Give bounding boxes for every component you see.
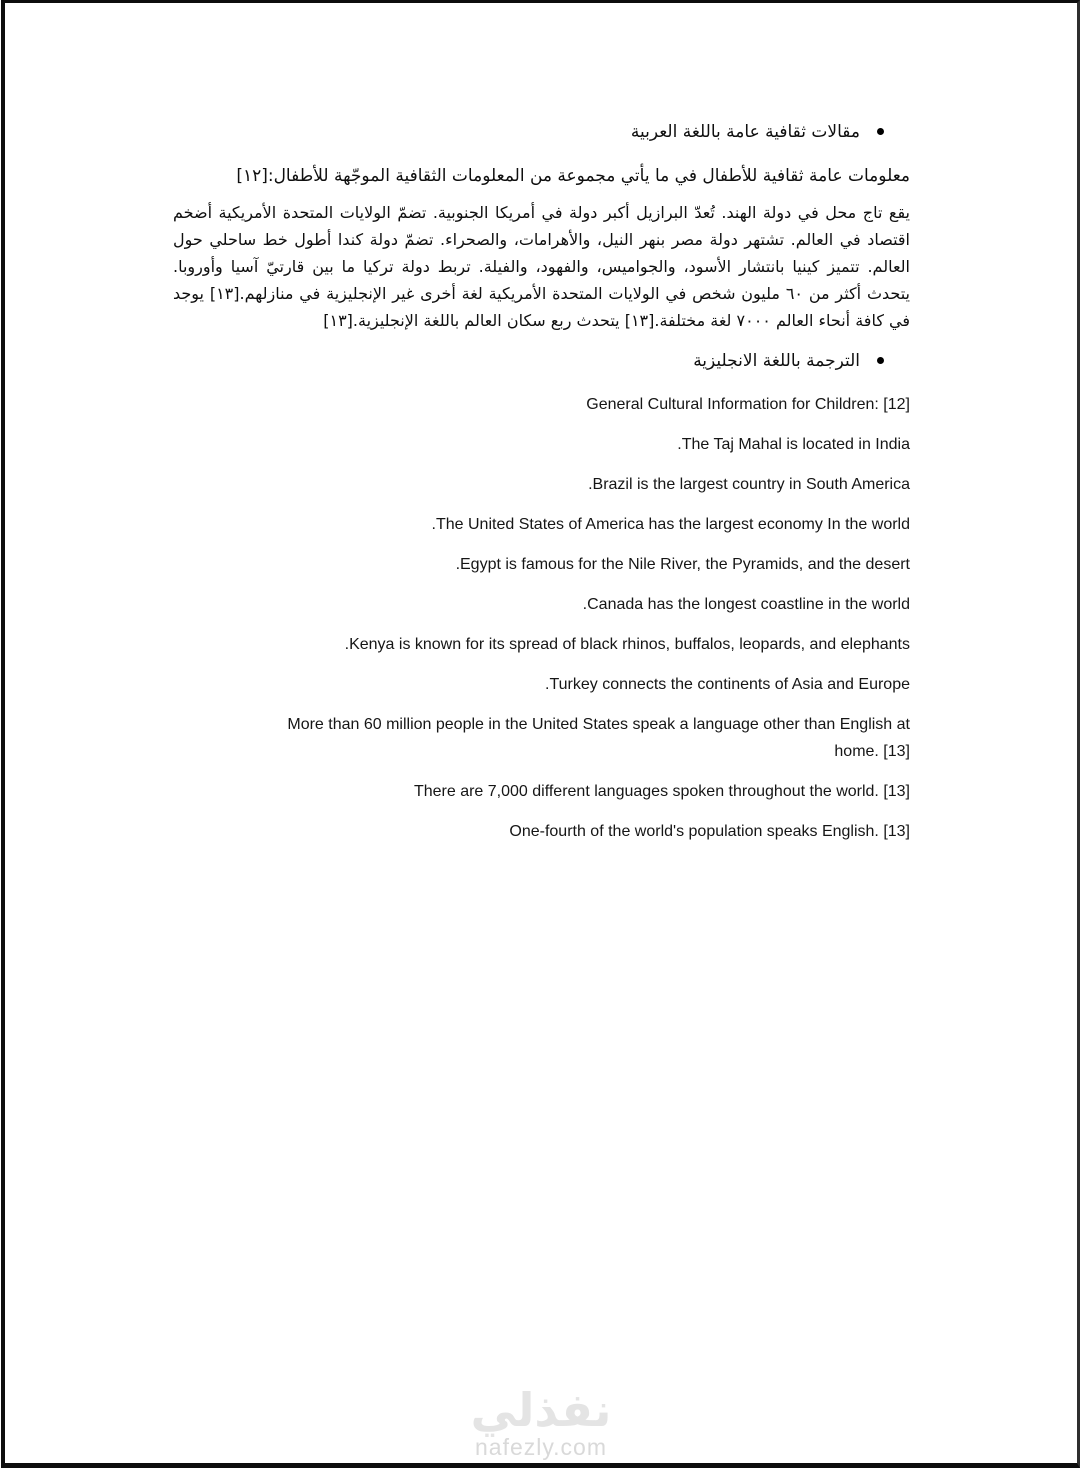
- english-line-usa-economy: .The United States of America has the largest economy In the world: [431, 516, 910, 533]
- english-line-sixty-million: More than 60 million people in the United States speak a language other than English at: [287, 716, 910, 733]
- english-line-sixty-million-cont: home. [13]: [834, 743, 910, 760]
- english-line-taj-mahal: .The Taj Mahal is located in India: [677, 436, 910, 453]
- english-line-turkey: .Turkey connects the continents of Asia and Europe: [545, 676, 910, 693]
- arabic-paragraph: يقع تاج محل في دولة الهند. تُعدّ البرازيل أكبر دولة في أمريكا الجنوبية. تضمّ الولايات المتحدة الأمريكية أضخم اقتصاد في العالم. تشتهر دولة مصر بنهر النيل، والأهرامات، والصحراء. تضمّ دولة كندا أطول خط ساحلي حول العالم. تتميز كينيا بانتشار الأسود، والجواميس، والفهود، والفيلة. تربط دولة تركيا ما بين قارتيّ آسيا وأوروبا. يتحدث أكثر من ٦٠ مليون شخص في الولايات المتحدة الأمريكية لغة أخرى غير الإنجليزية في منازلهم.[١٣] يوجد في كافة أنحاء العالم ٧٠٠٠ لغة مختلفة.[١٣] يتحدث ربع سكان العالم باللغة الإنجليزية.[١٣]: [173, 203, 911, 330]
- bullet-icon: [877, 357, 884, 364]
- english-line-heading: General Cultural Information for Children: [12]: [586, 396, 910, 413]
- english-line-one-fourth: One-fourth of the world's population speaks English. [13]: [509, 823, 910, 840]
- english-line-brazil: .Brazil is the largest country in South America: [588, 476, 910, 493]
- bullet-item-english-translation: [173, 348, 910, 375]
- english-line-languages: There are 7,000 different languages spoken throughout the world. [13]: [413, 783, 910, 800]
- document-page: [1, 0, 1080, 1468]
- arabic-intro-line: معلومات عامة ثقافية للأطفال في ما يأتي مجموعة من المعلومات الثقافية الموجّهة للأطفال:[١٢]: [236, 166, 910, 186]
- document-content: [173, 119, 910, 858]
- bullet-item-arabic-articles: [173, 119, 910, 146]
- english-line-kenya: .Kenya is known for its spread of black rhinos, buffalos, leopards, and elephants: [344, 636, 910, 653]
- english-line-canada: .Canada has the longest coastline in the world: [582, 596, 910, 613]
- watermark: [5, 1383, 1077, 1460]
- english-line-egypt: .Egypt is famous for the Nile River, the Pyramids, and the desert: [455, 556, 910, 573]
- watermark-site-url: nafezly.com: [474, 1434, 607, 1460]
- bullet-icon: [877, 128, 884, 135]
- bullet-item-english-translation-label: الترجمة باللغة الانجليزية: [693, 351, 860, 371]
- bullet-item-arabic-articles-label: مقالات ثقافية عامة باللغة العربية: [630, 122, 860, 142]
- watermark-logo: نفذلي: [470, 1383, 612, 1437]
